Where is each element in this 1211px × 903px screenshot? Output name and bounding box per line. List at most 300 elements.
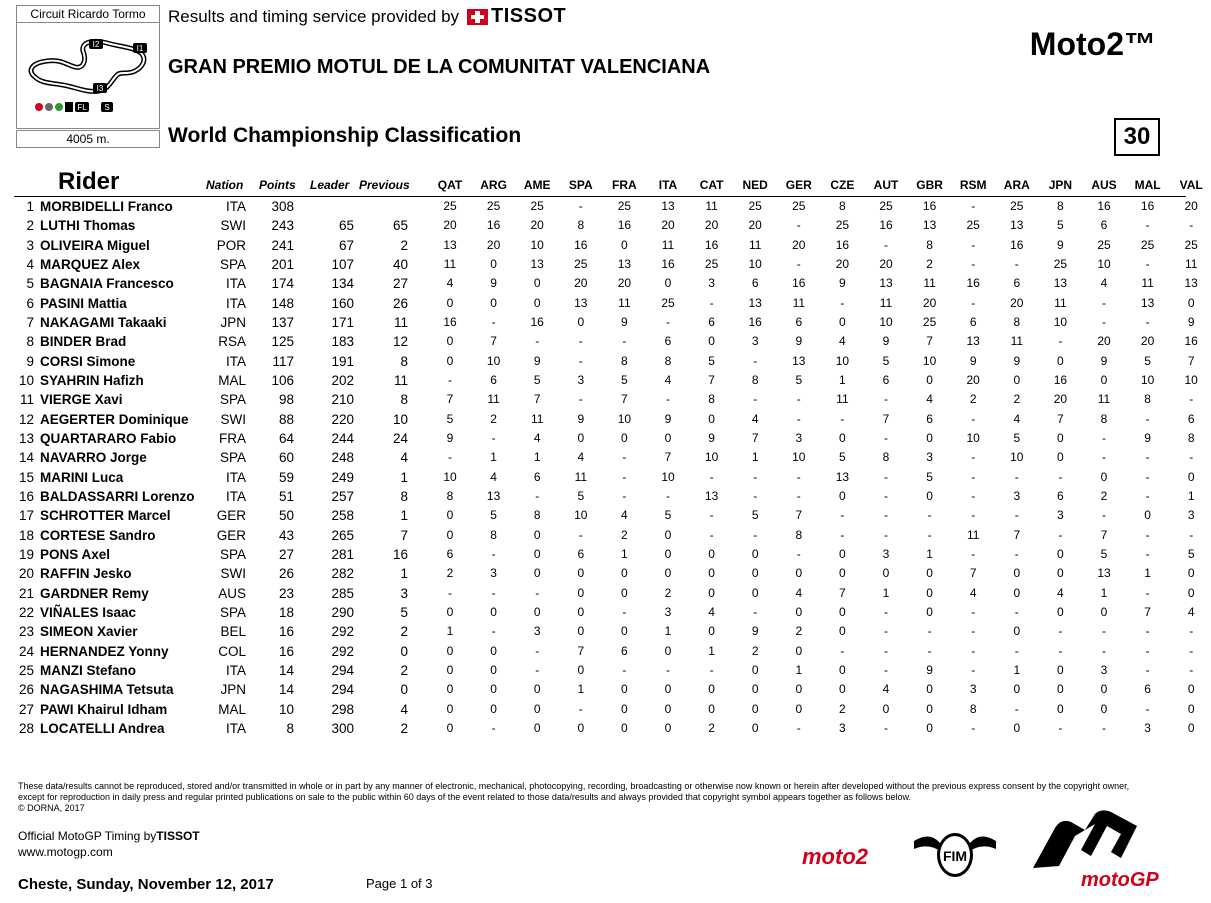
race-points-cell: - [1058, 334, 1063, 349]
race-points-cell: 13 [530, 256, 544, 271]
race-points-cell: - [709, 295, 714, 310]
race-points-cell: - [1189, 662, 1194, 677]
position-cell: 17 [18, 508, 34, 524]
race-points-cell: 4 [926, 392, 933, 407]
race-points-cell: 13 [879, 276, 893, 291]
race-points-cell: 7 [795, 508, 803, 523]
fl-label: FL [77, 103, 87, 112]
race-points-cell: 25 [1010, 199, 1024, 213]
race-points-cell: 9 [1187, 314, 1195, 329]
race-points-cell: 0 [708, 585, 715, 600]
race-points-cell: - [840, 643, 845, 658]
race-points-cell: 0 [1057, 662, 1064, 677]
leader-gap-cell: 249 [331, 469, 354, 485]
race-points-cell: 3 [1100, 662, 1108, 677]
race-points-cell: - [796, 256, 801, 271]
race-points-cell: 4 [1100, 276, 1108, 291]
race-points-cell: - [1145, 624, 1150, 639]
race-points-cell: 9 [577, 411, 585, 426]
race-points-cell: 9 [795, 334, 803, 349]
race-points-cell: 0 [490, 604, 497, 619]
nation-cell: ITA [226, 199, 246, 214]
race-points-cell: 3 [882, 546, 890, 561]
previous-gap-cell: 11 [393, 314, 408, 330]
race-points-cell: 8 [708, 392, 715, 407]
race-points-cell: 13 [748, 295, 762, 310]
nation-cell: ITA [226, 353, 246, 369]
race-points-cell: 0 [795, 643, 803, 658]
col-race-qat: QAT [437, 178, 463, 192]
race-points-cell: - [971, 720, 976, 735]
rider-name: NAGASHIMA Tetsuta [40, 682, 174, 698]
leader-gap-cell: 202 [331, 372, 354, 388]
race-points-cell: 8 [621, 353, 628, 368]
race-points-cell: 16 [574, 237, 588, 252]
race-points-cell: 4 [1187, 604, 1195, 619]
race-points-cell: 11 [923, 276, 936, 291]
race-points-cell: 0 [490, 701, 497, 716]
race-points-cell: - [578, 199, 583, 213]
previous-gap-cell: 16 [392, 546, 408, 562]
race-points-cell: - [1189, 392, 1194, 407]
position-cell: 4 [26, 256, 34, 272]
points-cell: 16 [278, 643, 294, 659]
race-points-cell: 20 [748, 218, 762, 233]
race-points-cell: 20 [835, 256, 850, 271]
race-points-cell: 25 [1053, 256, 1068, 271]
race-points-cell: 3 [926, 450, 933, 465]
nation-cell: SPA [219, 604, 246, 620]
race-points-cell: 0 [490, 295, 497, 310]
race-points-cell: 0 [1013, 624, 1021, 639]
leader-gap-cell: 134 [331, 276, 354, 292]
rider-name: MARQUEZ Alex [40, 256, 141, 272]
points-cell: 137 [271, 314, 294, 330]
position-cell: 27 [18, 701, 34, 717]
race-points-cell: 0 [708, 682, 715, 697]
race-points-cell: - [1145, 469, 1150, 484]
race-points-cell: 0 [751, 585, 759, 600]
race-points-cell: 13 [835, 469, 850, 484]
race-points-cell: - [1102, 450, 1106, 465]
rider-name: MANZI Stefano [40, 662, 136, 678]
race-points-cell: - [971, 450, 976, 465]
rider-name: SCHROTTER Marcel [40, 508, 171, 524]
race-points-cell: 0 [533, 566, 541, 581]
race-points-cell: 8 [795, 527, 803, 542]
race-points-cell: 6 [446, 546, 454, 561]
previous-gap-cell: 5 [400, 604, 408, 620]
track-length: 4005 m. [16, 130, 160, 148]
race-points-cell: 4 [490, 469, 497, 484]
race-points-cell: 0 [1057, 430, 1064, 445]
race-points-cell: - [1145, 218, 1150, 233]
leader-gap-cell: 65 [338, 218, 354, 234]
race-points-cell: - [753, 469, 758, 484]
points-cell: 64 [278, 430, 294, 446]
copyright: © DORNA, 2017 [18, 803, 85, 813]
race-points-cell: 25 [1097, 237, 1111, 252]
race-points-cell: - [578, 392, 583, 407]
race-points-cell: 25 [704, 256, 719, 271]
race-points-cell: 4 [708, 604, 715, 619]
race-points-cell: 8 [839, 199, 846, 213]
race-points-cell: 0 [708, 566, 715, 581]
race-points-cell: 25 [835, 218, 850, 233]
table-row [14, 468, 1195, 487]
race-points-cell: 0 [446, 662, 454, 677]
race-points-cell: 9 [708, 430, 715, 445]
race-points-cell: - [1189, 218, 1194, 233]
race-points-cell: - [1145, 546, 1150, 561]
race-points-cell: - [1145, 527, 1150, 542]
points-cell: 14 [278, 682, 294, 698]
race-points-cell: 0 [926, 720, 933, 735]
race-points-cell: 1 [1013, 662, 1021, 677]
race-points-cell: 4 [1057, 585, 1064, 600]
leader-gap-cell: 210 [331, 392, 354, 408]
leader-gap-cell: 285 [331, 585, 354, 601]
race-points-cell: 25 [530, 199, 544, 213]
race-points-cell: 0 [664, 682, 672, 697]
nation-cell: MAL [218, 372, 246, 388]
leader-gap-cell: 248 [331, 450, 354, 466]
race-points-cell: 11 [1097, 392, 1111, 407]
race-points-cell: 0 [1057, 566, 1064, 581]
col-race-aut: AUT [873, 178, 899, 192]
nation-cell: SPA [219, 450, 246, 466]
disclaimer [18, 781, 1158, 814]
points-cell: 117 [272, 353, 294, 369]
race-points-cell: 3 [533, 624, 541, 639]
tissot-logo [467, 5, 566, 28]
rider-name: OLIVEIRA Miguel [40, 237, 150, 253]
race-points-cell: 0 [1100, 469, 1108, 484]
race-points-cell: 16 [1140, 199, 1155, 213]
race-points-cell: 11 [748, 237, 762, 252]
race-points-cell: - [1014, 546, 1019, 561]
s-label: S [104, 103, 110, 112]
nation-cell: GER [216, 527, 246, 543]
finish-flag-icon [65, 102, 73, 112]
race-points-cell: 6 [969, 314, 977, 329]
race-points-cell: 4 [1013, 411, 1021, 426]
race-points-cell: 6 [882, 372, 890, 387]
track-map-icon [17, 21, 159, 128]
col-race-arg: ARG [480, 178, 507, 192]
col-race-ara: ARA [1003, 178, 1030, 192]
race-points-cell: 0 [533, 682, 541, 697]
position-cell: 25 [18, 662, 34, 678]
race-points-cell: 9 [446, 430, 454, 445]
race-points-cell: - [796, 720, 801, 735]
race-points-cell: 5 [1100, 546, 1108, 561]
race-points-cell: 10 [1097, 256, 1111, 271]
race-points-cell: - [840, 411, 845, 426]
race-points-cell: - [884, 430, 888, 445]
race-points-cell: - [927, 624, 932, 639]
race-points-cell: 0 [533, 295, 541, 310]
previous-gap-cell: 10 [392, 411, 408, 427]
points-cell: 125 [271, 334, 294, 350]
race-points-cell: 10 [748, 256, 762, 271]
race-points-cell: 0 [577, 604, 585, 619]
race-points-cell: - [884, 392, 888, 407]
race-points-cell: 20 [1010, 295, 1024, 310]
page-badge: 30 [1114, 118, 1160, 156]
race-points-cell: 4 [969, 585, 977, 600]
race-points-cell: 7 [1187, 353, 1195, 368]
position-cell: 22 [18, 604, 34, 620]
race-points-cell: 20 [1140, 334, 1155, 349]
race-points-cell: - [1102, 295, 1106, 310]
race-points-cell: 5 [795, 372, 803, 387]
race-points-cell: 10 [530, 237, 544, 252]
race-points-cell: 4 [839, 334, 846, 349]
race-points-cell: 7 [969, 566, 977, 581]
race-points-cell: 16 [835, 237, 850, 252]
race-points-cell: 6 [577, 546, 585, 561]
race-points-cell: 5 [751, 508, 759, 523]
leader-gap-cell: 300 [331, 720, 354, 736]
table-row [14, 371, 1198, 390]
previous-gap-cell: 1 [400, 469, 408, 485]
race-points-cell: - [1145, 411, 1150, 426]
race-points-cell: 8 [1100, 411, 1108, 426]
race-points-cell: - [971, 469, 976, 484]
race-points-cell: 6 [664, 334, 672, 349]
rider-name: SIMEON Xavier [40, 624, 138, 640]
race-points-cell: 3 [490, 566, 497, 581]
col-race-val: VAL [1179, 178, 1203, 192]
race-points-cell: 16 [617, 218, 632, 233]
race-points-cell: - [666, 662, 670, 677]
race-points-cell: 20 [704, 218, 719, 233]
previous-gap-cell: 2 [400, 624, 408, 640]
position-cell: 6 [26, 295, 34, 311]
race-points-cell: - [491, 546, 496, 561]
race-points-cell: 3 [708, 276, 715, 291]
race-points-cell: 6 [533, 469, 541, 484]
leader-gap-cell: 258 [331, 508, 354, 524]
race-points-cell: - [1014, 508, 1019, 523]
rider-name: MARINI Luca [40, 469, 124, 485]
previous-gap-cell: 7 [400, 527, 408, 543]
col-race-ame: AME [523, 178, 551, 192]
race-points-cell: 11 [443, 256, 457, 271]
race-points-cell: 0 [795, 701, 803, 716]
race-points-cell: - [884, 604, 888, 619]
race-points-cell: - [1145, 488, 1150, 503]
race-points-cell: - [1189, 624, 1194, 639]
points-cell: 59 [278, 469, 294, 485]
disclaimer-text: These data/results cannot be reproduced, stored and/or transmitted in whole or in part by any manner of electronic, mechanical, photocopying, recording, broadcasting or otherwise now known or herein after developed without the previous express consent by the copyright owner, except for reproduction in daily press and regular printed publications on sale to the public within 60 days of the event related to those data/results and always provided that copyright symbol appears together as follows below. [18, 781, 1130, 802]
race-points-cell: 6 [795, 314, 803, 329]
race-points-cell: 10 [835, 353, 850, 368]
race-points-cell: 3 [1057, 508, 1064, 523]
race-points-cell: - [578, 527, 583, 542]
race-points-cell: 2 [795, 624, 803, 639]
race-points-cell: 4 [795, 585, 803, 600]
race-points-cell: - [535, 585, 540, 600]
race-points-cell: 8 [446, 488, 454, 503]
race-points-cell: 0 [621, 585, 628, 600]
race-points-cell: 0 [664, 546, 672, 561]
race-points-cell: 0 [1057, 701, 1064, 716]
race-points-cell: - [884, 527, 888, 542]
position-cell: 12 [18, 411, 34, 427]
fim-logo [910, 825, 1000, 890]
race-points-cell: 20 [1184, 199, 1198, 213]
race-points-cell: 10 [704, 450, 719, 465]
race-points-cell: 0 [839, 546, 846, 561]
race-points-cell: 0 [577, 585, 585, 600]
race-points-cell: 9 [751, 624, 759, 639]
leader-gap-cell: 294 [331, 662, 354, 678]
race-points-cell: 13 [1010, 218, 1024, 233]
race-points-cell: 0 [839, 682, 846, 697]
race-points-cell: 0 [1057, 682, 1064, 697]
previous-gap-cell: 0 [400, 643, 408, 659]
rider-name: PASINI Mattia [40, 295, 127, 311]
rider-name: HERNANDEZ Yonny [40, 643, 169, 659]
col-race-cze: CZE [830, 178, 855, 192]
race-points-cell: 5 [621, 372, 628, 387]
rider-name: RAFFIN Jesko [40, 566, 132, 582]
leader-gap-cell: 67 [338, 237, 354, 253]
race-points-cell: 7 [621, 392, 628, 407]
points-cell: 241 [271, 237, 294, 253]
race-points-cell: 2 [621, 527, 628, 542]
points-cell: 27 [278, 546, 294, 562]
race-points-cell: - [796, 218, 801, 233]
race-points-cell: 0 [1187, 295, 1195, 310]
race-points-cell: - [448, 372, 452, 387]
race-points-cell: 10 [486, 353, 501, 368]
i3-label: I3 [96, 84, 104, 93]
race-points-cell: - [1014, 256, 1019, 271]
race-points-cell: 11 [574, 469, 588, 484]
race-points-cell: - [971, 546, 976, 561]
leader-gap-cell: 265 [331, 527, 354, 543]
race-points-cell: 0 [533, 546, 541, 561]
race-points-cell: 20 [1097, 334, 1111, 349]
race-points-cell: - [927, 527, 932, 542]
nation-cell: SWI [220, 566, 246, 582]
nation-cell: SPA [219, 256, 246, 272]
race-points-cell: 7 [577, 643, 585, 658]
i1-label: I1 [136, 44, 144, 53]
race-points-cell: - [709, 527, 714, 542]
col-rider: Rider [58, 168, 120, 195]
race-points-cell: 16 [661, 256, 675, 271]
race-points-cell: 2 [926, 256, 933, 271]
race-points-cell: 1 [1187, 488, 1195, 503]
race-points-cell: 0 [751, 720, 759, 735]
race-points-cell: 13 [574, 295, 588, 310]
rider-name: PAWI Khairul Idham [40, 701, 168, 717]
rider-name: LUTHI Thomas [40, 218, 136, 234]
race-points-cell: 4 [577, 450, 585, 465]
website-link[interactable]: www.motogp.com [18, 845, 113, 859]
race-points-cell: 0 [621, 720, 628, 735]
race-points-cell: - [796, 488, 801, 503]
race-points-cell: 0 [446, 353, 454, 368]
moto2-logo [800, 840, 880, 875]
race-points-cell: - [1189, 527, 1194, 542]
race-points-cell: 13 [704, 488, 719, 503]
race-points-cell: 0 [1013, 372, 1021, 387]
race-points-cell: 4 [751, 411, 759, 426]
col-race-aus: AUS [1091, 178, 1117, 192]
nation-cell: COL [218, 643, 246, 659]
race-points-cell: 0 [751, 546, 759, 561]
nation-cell: JPN [220, 682, 246, 698]
race-points-cell: 0 [882, 701, 890, 716]
tissot-wordmark: TISSOT [491, 5, 567, 27]
race-points-cell: 8 [533, 508, 541, 523]
race-points-cell: - [491, 585, 496, 600]
race-points-cell: 7 [708, 372, 715, 387]
race-points-cell: - [535, 662, 540, 677]
series-name: Moto2™ [1029, 26, 1156, 62]
previous-gap-cell: 2 [400, 720, 408, 736]
rider-name: MORBIDELLI Franco [40, 199, 173, 214]
race-points-cell: 0 [490, 256, 497, 271]
race-points-cell: 10 [922, 353, 937, 368]
col-race-cat: CAT [699, 178, 724, 192]
race-points-cell: - [1014, 643, 1019, 658]
race-points-cell: 0 [1187, 701, 1195, 716]
table-header [14, 166, 1203, 196]
points-cell: 148 [271, 295, 294, 311]
rider-name: VIÑALES Isaac [40, 604, 137, 620]
race-points-cell: 10 [443, 469, 457, 484]
rider-name: PONS Axel [40, 546, 111, 562]
race-points-cell: 1 [708, 643, 715, 658]
race-points-cell: 0 [926, 585, 933, 600]
race-points-cell: 8 [1187, 430, 1195, 445]
race-points-cell: - [1102, 720, 1106, 735]
race-points-cell: 25 [748, 199, 762, 213]
race-points-cell: 5 [926, 469, 933, 484]
race-points-cell: 0 [446, 527, 454, 542]
position-cell: 21 [18, 585, 34, 601]
race-points-cell: - [491, 430, 496, 445]
race-points-cell: - [1102, 624, 1106, 639]
points-cell: 243 [271, 218, 294, 234]
race-points-cell: - [1102, 643, 1106, 658]
leader-gap-cell: 191 [331, 353, 354, 369]
table-row [14, 255, 1198, 274]
race-points-cell: 9 [664, 411, 672, 426]
leader-gap-cell: 220 [331, 411, 354, 427]
position-cell: 11 [19, 392, 34, 408]
timing-brand: TISSOT [156, 829, 200, 843]
position-cell: 23 [18, 624, 34, 640]
race-points-cell: 1 [446, 624, 454, 639]
race-points-cell: - [971, 411, 976, 426]
motogp-logo-text: motoGP [1081, 869, 1159, 891]
race-points-cell: 2 [490, 411, 497, 426]
col-race-ger: GER [785, 178, 812, 192]
race-points-cell: 16 [879, 218, 893, 233]
race-points-cell: 0 [751, 682, 759, 697]
race-points-cell: 8 [969, 701, 977, 716]
race-points-cell: 0 [664, 701, 672, 716]
previous-gap-cell: 0 [400, 682, 408, 698]
race-points-cell: - [1145, 256, 1150, 271]
